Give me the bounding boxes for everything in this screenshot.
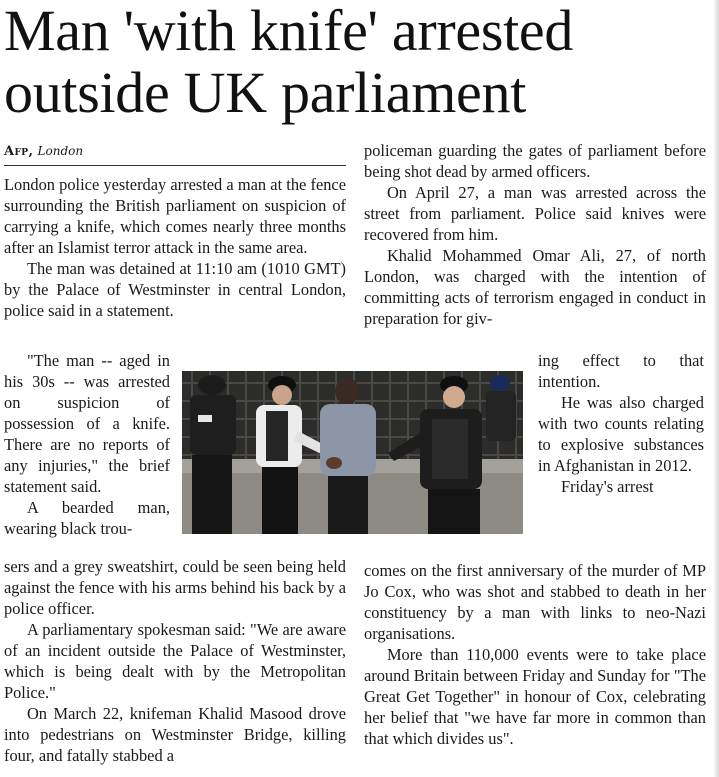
column-1-wrap <box>4 350 170 539</box>
paragraph: Khalid Mohammed Omar Ali, 27, of north London, was charged with the intention of committing acts of terrorism engaged in conduct in preparation for giv- <box>364 246 706 328</box>
paragraph: London police yesterday arrested a man at the fence surrounding the British parliament on suspicion of carrying a knife, which comes nearly three months after an Islamist terror attack in the same area. <box>4 175 346 257</box>
paragraph: A bearded man, wearing black trou- <box>4 498 170 538</box>
paragraph: He was also charged with two counts relating to explosive substances in Afghanistan in 2012. <box>538 393 704 475</box>
column-1-bottom <box>4 556 346 766</box>
paragraph: More than 110,000 events were to take place around Britain between Friday and Sunday for "The Great Get Together" in honour of Cox, celebrating her belief that "we have far more in common than that which divides us". <box>364 645 706 748</box>
column-2-wrap <box>538 350 704 497</box>
paragraph: A parliamentary spokesman said: "We are aware of an incident outside the Palace of Westminster, which is being dealt with by the Metropolitan Police." <box>4 620 346 702</box>
paragraph: policeman guarding the gates of parliament before being shot dead by armed officers. <box>364 141 706 181</box>
byline-agency: Afp, <box>4 144 34 159</box>
column-2-bottom <box>364 560 706 749</box>
photo-scene <box>182 371 523 534</box>
column-2-top <box>364 140 706 329</box>
paragraph: On April 27, a man was arrested across the street from parliament. Police said knives were recovered from him. <box>364 183 706 244</box>
paragraph: Friday's arrest <box>560 477 654 496</box>
paragraph: "The man -- aged in his 30s -- was arrested on suspicion of possession of a knife. There are no reports of any injuries," the brief statement said. <box>4 351 170 496</box>
paragraph: sers and a grey sweatshirt, could be seen being held against the fence with his arms behind his back by a police officer. <box>4 557 346 618</box>
paragraph: The man was detained at 11:10 am (1010 GMT) by the Palace of Westminster in central London, police said in a statement. <box>4 259 346 320</box>
news-photo <box>182 371 523 534</box>
page-edge <box>713 0 719 777</box>
byline-place: London <box>37 144 84 158</box>
column-1-top <box>4 174 346 321</box>
paragraph: On March 22, knifeman Khalid Masood drove into pedestrians on Westminster Bridge, killing four, and fatally stabbed a <box>4 704 346 765</box>
headline: Man 'with knife' arrested outside UK parliament <box>4 0 574 125</box>
byline <box>4 142 346 166</box>
paragraph: ing effect to that intention. <box>538 351 704 391</box>
paragraph: comes on the first anniversary of the murder of MP Jo Cox, who was shot and stabbed to death in her constituency by a man with links to neo-Nazi organisations. <box>364 561 706 643</box>
